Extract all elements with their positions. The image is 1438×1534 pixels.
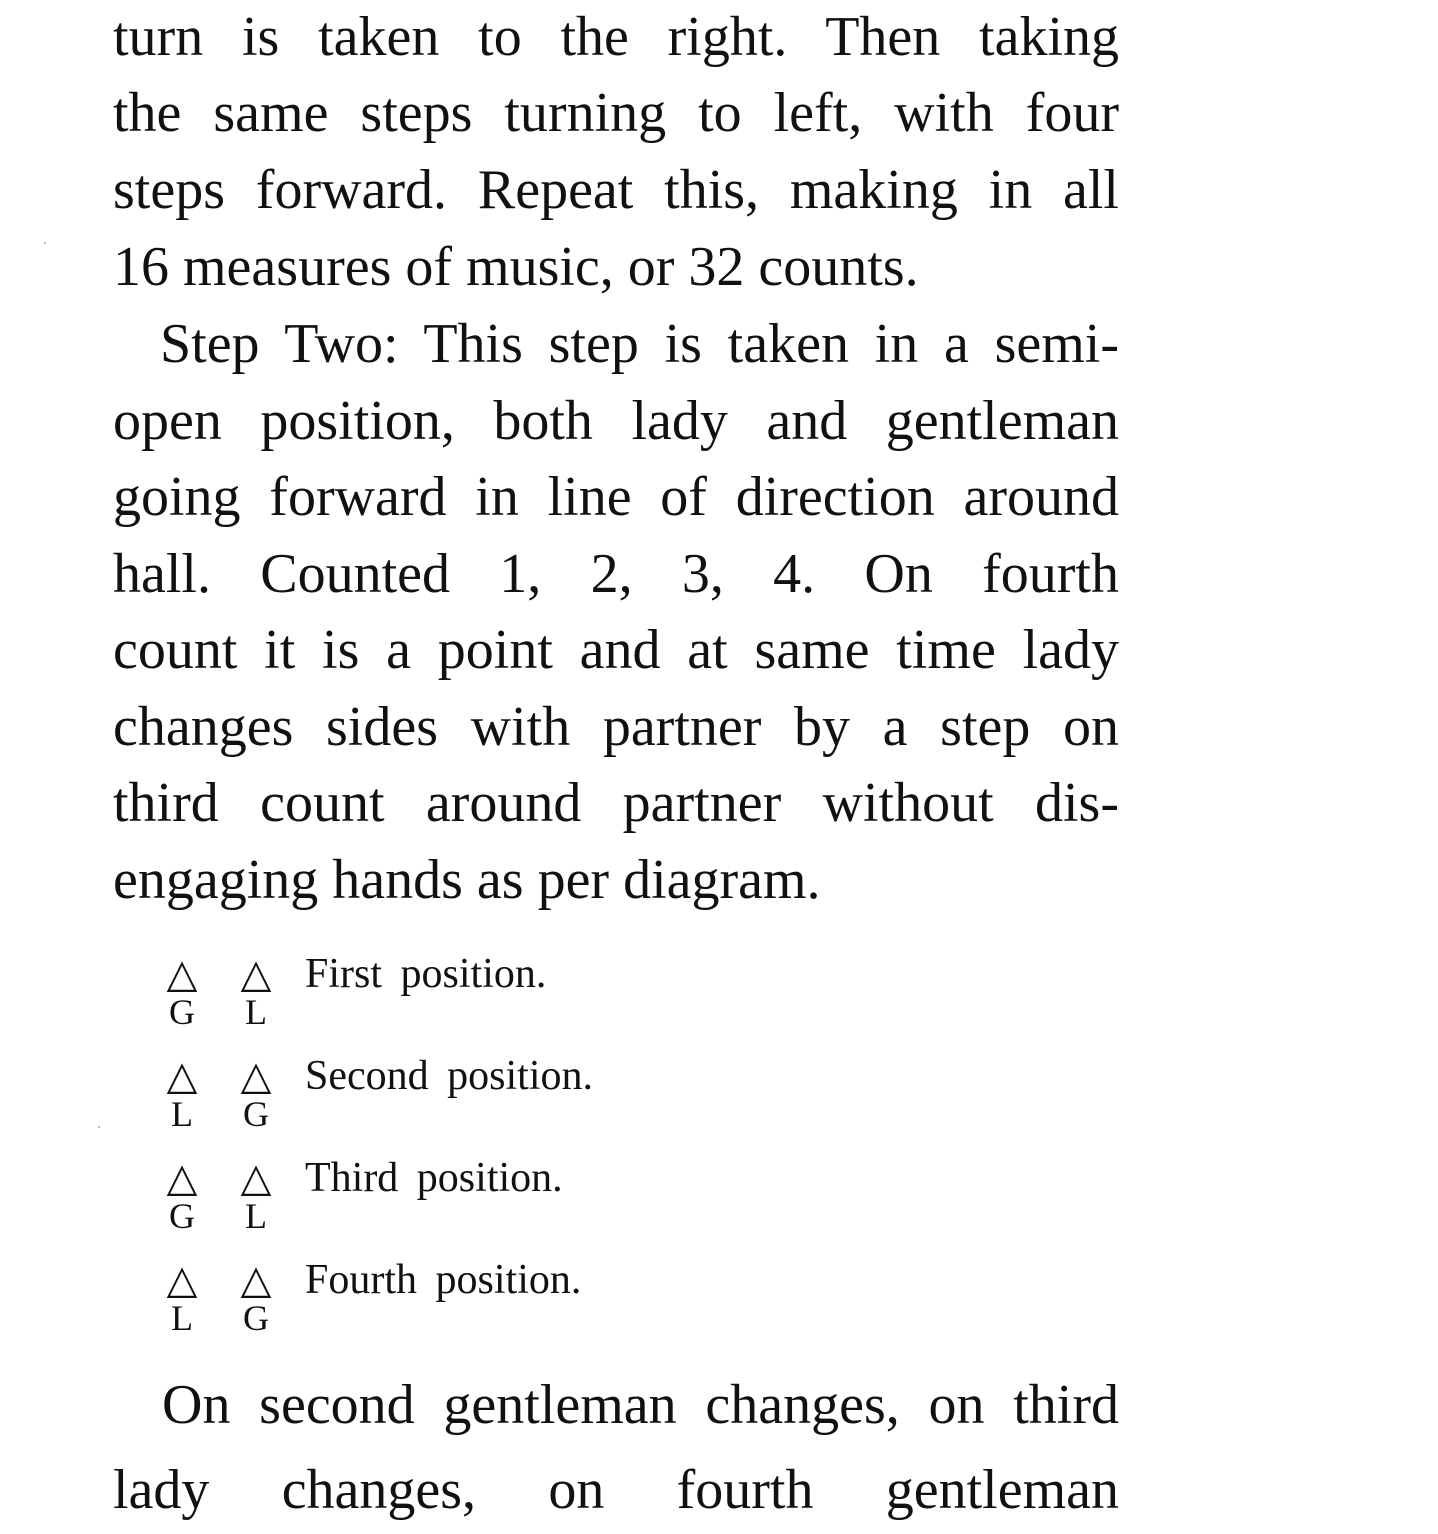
triangle-icon: △: [166, 951, 198, 997]
diagram-second-position: [160, 1054, 760, 1144]
position-letter: L: [171, 1094, 193, 1134]
text-line: Step Two: This step is taken in a semi-: [160, 313, 1119, 375]
position-letter: L: [171, 1298, 193, 1338]
text-line: the same steps turning to left, with four: [113, 82, 1119, 144]
position-letter: G: [243, 1094, 269, 1134]
text-line: open position, both lady and gentleman: [113, 390, 1119, 452]
triangle-icon: △: [240, 951, 272, 997]
position-label: Second position.: [305, 1053, 593, 1099]
diagram-first-position: [160, 952, 760, 1042]
position-label: First position.: [305, 951, 547, 997]
triangle-icon: △: [166, 1053, 198, 1099]
triangle-icon: △: [240, 1257, 272, 1303]
position-label: Third position.: [305, 1155, 563, 1201]
text-line: hall. Counted 1, 2, 3, 4. On fourth: [113, 543, 1119, 605]
diagram-third-position: [160, 1156, 760, 1246]
text-line: On second gentleman changes, on third: [162, 1374, 1119, 1436]
triangle-icon: △: [166, 1257, 198, 1303]
position-letter: G: [169, 1196, 195, 1236]
triangle-icon: △: [166, 1155, 198, 1201]
position-label: Fourth position.: [305, 1257, 582, 1303]
text-line: lady changes, on fourth gentleman: [113, 1459, 1119, 1521]
position-letter: G: [243, 1298, 269, 1338]
scan-speck: [44, 242, 46, 244]
text-line: steps forward. Repeat this, making in all: [113, 159, 1119, 221]
text-line: going forward in line of direction around: [113, 466, 1119, 528]
text-line: count it is a point and at same time lady: [113, 619, 1119, 681]
scan-speck: [98, 1126, 100, 1128]
text-line: third count around partner without dis-: [113, 772, 1119, 834]
position-letter: L: [245, 992, 267, 1032]
position-letter: L: [245, 1196, 267, 1236]
text-line: engaging hands as per diagram.: [113, 849, 821, 911]
position-letter: G: [169, 992, 195, 1032]
text-line: changes sides with partner by a step on: [113, 696, 1119, 758]
diagram-fourth-position: [160, 1258, 760, 1348]
triangle-icon: △: [240, 1053, 272, 1099]
text-line: turn is taken to the right. Then taking: [113, 6, 1119, 68]
triangle-icon: △: [240, 1155, 272, 1201]
text-line: 16 measures of music, or 32 counts.: [113, 236, 919, 298]
